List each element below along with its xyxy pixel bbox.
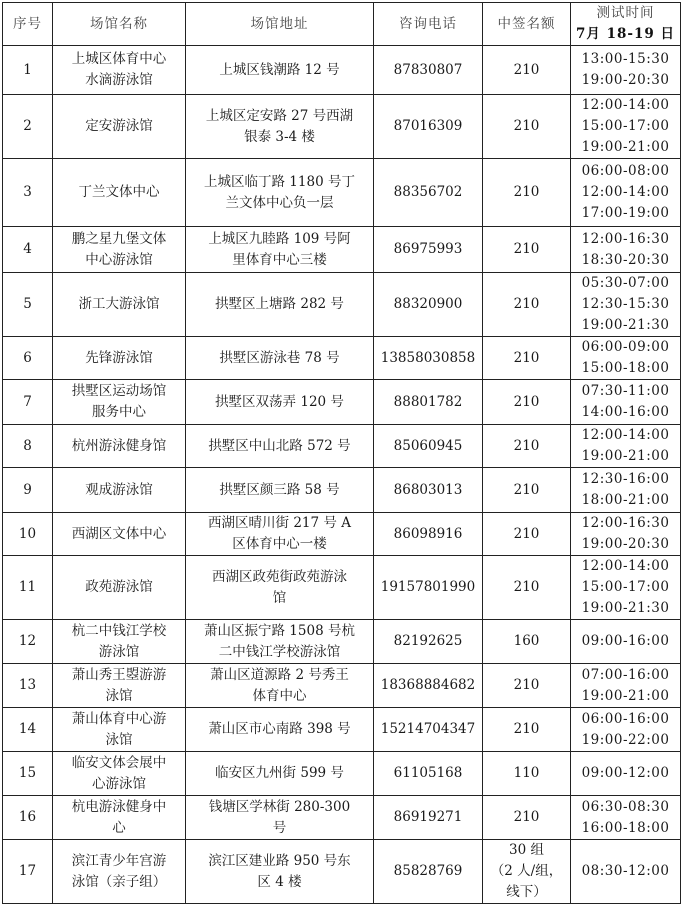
test-times-line: 12:00-16:30 bbox=[581, 230, 670, 247]
header-phone: 咨询电话 bbox=[374, 3, 483, 46]
venue-name bbox=[53, 620, 186, 664]
venue-phone: 87830807 bbox=[374, 46, 483, 95]
header-time-title: 测试时间 bbox=[596, 5, 655, 21]
venue-address bbox=[186, 425, 374, 468]
venue-address-line: 上城区钱潮路 12 号 bbox=[219, 61, 340, 78]
venue-name bbox=[53, 273, 186, 337]
venue-name bbox=[53, 556, 186, 620]
test-times-line: 08:30-12:00 bbox=[581, 863, 670, 879]
test-times-line: 09:00-16:00 bbox=[581, 633, 670, 649]
venue-phone: 86975993 bbox=[374, 227, 483, 273]
venue-name-line: 中心游泳馆 bbox=[85, 251, 153, 268]
venue-phone: 61105168 bbox=[374, 752, 483, 796]
venue-name bbox=[53, 46, 186, 95]
table-row bbox=[3, 556, 681, 620]
venue-name-line: 临安文体会展中 bbox=[71, 754, 167, 771]
venue-phone: 85060945 bbox=[374, 425, 483, 468]
venue-name-line: 定安游泳馆 bbox=[85, 118, 153, 134]
table-row bbox=[3, 468, 681, 513]
venue-quota bbox=[483, 227, 571, 273]
test-times-line: 06:00-08:00 bbox=[581, 163, 670, 179]
venue-quota-line: 210 bbox=[513, 809, 540, 825]
row-index: 11 bbox=[3, 556, 53, 620]
row-index: 1 bbox=[3, 46, 53, 95]
test-times-line: 15:00-17:00 bbox=[581, 118, 670, 134]
venue-name bbox=[53, 513, 186, 556]
venue-name-line: 西湖区文体中心 bbox=[71, 525, 167, 542]
venue-address bbox=[186, 95, 374, 159]
venue-quota bbox=[483, 752, 571, 796]
row-index: 9 bbox=[3, 468, 53, 513]
venue-name-line: 服务中心 bbox=[92, 404, 146, 420]
venue-name bbox=[53, 664, 186, 708]
row-index: 6 bbox=[3, 337, 53, 380]
venue-name-line: 上城区体育中心 bbox=[71, 51, 167, 67]
venue-address-line: 银泰 3-4 楼 bbox=[244, 128, 315, 145]
venue-quota-line: 210 bbox=[513, 349, 540, 366]
venue-quota-line: 210 bbox=[513, 241, 540, 257]
venue-address-line: 临安区九州街 599 号 bbox=[215, 765, 344, 781]
venue-address-line: 兰文体中心负一层 bbox=[225, 194, 334, 211]
row-index: 16 bbox=[3, 796, 53, 840]
venue-quota bbox=[483, 620, 571, 664]
test-times-line: 19:00-20:30 bbox=[581, 72, 670, 88]
venue-address-line: 拱墅区颜三路 58 号 bbox=[219, 481, 340, 498]
venue-name-line: 杭二中钱江学校 bbox=[71, 622, 167, 639]
test-times bbox=[571, 425, 681, 468]
venue-quota bbox=[483, 337, 571, 380]
venue-quota-line: 210 bbox=[513, 393, 540, 410]
venue-phone: 13858030858 bbox=[374, 337, 483, 380]
venue-quota bbox=[483, 380, 571, 425]
venue-quota bbox=[483, 840, 571, 904]
venue-name-line: 浙工大游泳馆 bbox=[78, 296, 160, 312]
venue-quota bbox=[483, 513, 571, 556]
table-row bbox=[3, 159, 681, 227]
test-times bbox=[571, 159, 681, 227]
venue-address bbox=[186, 664, 374, 708]
test-times-line: 12:00-14:00 bbox=[581, 97, 670, 113]
venue-address bbox=[186, 620, 374, 664]
test-times-line: 19:00-21:30 bbox=[581, 317, 670, 333]
table-body bbox=[3, 46, 681, 904]
venue-name-line: 拱墅区运动场馆 bbox=[71, 383, 167, 399]
venue-phone: 85828769 bbox=[374, 840, 483, 904]
venue-address bbox=[186, 159, 374, 227]
test-times-line: 05:30-07:00 bbox=[581, 275, 670, 291]
venue-quota bbox=[483, 95, 571, 159]
venue-address-line: 上城区九睦路 109 号阿 bbox=[208, 230, 351, 247]
venue-address-line: 上城区定安路 27 号西湖 bbox=[205, 107, 354, 124]
test-times bbox=[571, 620, 681, 664]
venue-quota-line: 210 bbox=[513, 437, 540, 454]
test-times-line: 06:30-08:30 bbox=[581, 798, 670, 815]
venue-address-line: 拱墅区游泳巷 78 号 bbox=[219, 349, 340, 366]
table-row bbox=[3, 380, 681, 425]
venue-address bbox=[186, 840, 374, 904]
venue-name-line: 萧山体育中心游 bbox=[71, 710, 167, 727]
test-times-line: 19:00-22:00 bbox=[581, 731, 670, 748]
venue-phone: 86098916 bbox=[374, 513, 483, 556]
venue-address-line: 钱塘区学林街 280-300 bbox=[208, 798, 351, 815]
venue-address-line: 二中钱江学校游泳馆 bbox=[218, 643, 341, 660]
venue-name-line: 萧山秀王曌游游 bbox=[71, 666, 167, 683]
venue-address bbox=[186, 273, 374, 337]
row-index: 12 bbox=[3, 620, 53, 664]
venue-name-line: 游泳馆 bbox=[98, 643, 140, 660]
venue-name-line: 杭州游泳健身馆 bbox=[71, 437, 167, 454]
venue-quota bbox=[483, 556, 571, 620]
venue-address-line: 萧山区市心南路 398 号 bbox=[208, 721, 351, 737]
table-row bbox=[3, 227, 681, 273]
venue-address-line: 拱墅区双荡弄 120 号 bbox=[215, 393, 344, 410]
venue-quota-line: 210 bbox=[513, 184, 540, 200]
test-times-line: 19:00-21:00 bbox=[581, 139, 670, 155]
table-row bbox=[3, 425, 681, 468]
venue-name bbox=[53, 796, 186, 840]
row-index: 2 bbox=[3, 95, 53, 159]
venue-name bbox=[53, 159, 186, 227]
test-times bbox=[571, 752, 681, 796]
venue-address-line: 拱墅区上塘路 282 号 bbox=[215, 296, 344, 312]
row-index: 14 bbox=[3, 708, 53, 752]
venue-address bbox=[186, 227, 374, 273]
test-times-line: 12:00-14:00 bbox=[581, 184, 670, 200]
test-times bbox=[571, 273, 681, 337]
test-times-line: 14:00-16:00 bbox=[581, 404, 670, 420]
venue-phone: 87016309 bbox=[374, 95, 483, 159]
row-index: 13 bbox=[3, 664, 53, 708]
venue-quota bbox=[483, 273, 571, 337]
venue-name-line: 滨江青少年宫游 bbox=[71, 852, 167, 869]
venue-address-line: 萧山区振宁路 1508 号杭 bbox=[204, 622, 355, 639]
venue-name-line: 观成游泳馆 bbox=[85, 481, 153, 498]
venue-quota-line: 210 bbox=[513, 579, 540, 595]
table-row bbox=[3, 620, 681, 664]
table-row bbox=[3, 708, 681, 752]
test-times-line: 16:00-18:00 bbox=[581, 819, 670, 836]
test-times bbox=[571, 796, 681, 840]
header-name: 场馆名称 bbox=[53, 3, 186, 46]
venue-name bbox=[53, 468, 186, 513]
venue-quota bbox=[483, 664, 571, 708]
venue-quota bbox=[483, 425, 571, 468]
header-index: 序号 bbox=[3, 3, 53, 46]
venue-address bbox=[186, 708, 374, 752]
test-times bbox=[571, 664, 681, 708]
venue-name-line: 泳馆 bbox=[105, 731, 133, 748]
venue-quota bbox=[483, 796, 571, 840]
header-quota: 中签名额 bbox=[483, 3, 571, 46]
table-row bbox=[3, 273, 681, 337]
test-times-line: 13:00-15:30 bbox=[581, 51, 670, 67]
test-times-line: 12:30-15:30 bbox=[581, 296, 670, 312]
venue-phone: 18368884682 bbox=[374, 664, 483, 708]
test-times bbox=[571, 227, 681, 273]
venue-address bbox=[186, 513, 374, 556]
venue-address-line: 滨江区建业路 950 号东 bbox=[208, 852, 351, 869]
venue-name-line: 心 bbox=[112, 819, 126, 836]
row-index: 15 bbox=[3, 752, 53, 796]
venue-address bbox=[186, 468, 374, 513]
venue-phone: 86919271 bbox=[374, 796, 483, 840]
venue-quota-line: 210 bbox=[513, 721, 540, 737]
venue-name bbox=[53, 337, 186, 380]
test-times bbox=[571, 95, 681, 159]
venue-address bbox=[186, 796, 374, 840]
test-times-line: 19:00-21:00 bbox=[581, 448, 670, 464]
venue-name-line: 泳馆（亲子组） bbox=[71, 873, 167, 890]
header-time-dates: 7月 18-19 日 bbox=[576, 26, 675, 42]
table-row bbox=[3, 513, 681, 556]
test-times-line: 07:00-16:00 bbox=[581, 666, 670, 683]
venue-quota-line: 30 组 bbox=[509, 842, 544, 858]
venue-phone: 19157801990 bbox=[374, 556, 483, 620]
test-times-line: 15:00-18:00 bbox=[581, 360, 670, 376]
venue-address-line: 萧山区道源路 2 号秀王 bbox=[210, 666, 349, 683]
venue-quota bbox=[483, 468, 571, 513]
venue-name bbox=[53, 752, 186, 796]
test-times-line: 19:00-21:30 bbox=[581, 600, 670, 616]
test-times bbox=[571, 468, 681, 513]
venue-address-line: 体育中心 bbox=[252, 687, 307, 704]
test-times-line: 12:00-16:30 bbox=[581, 515, 670, 531]
row-index: 3 bbox=[3, 159, 53, 227]
table-row bbox=[3, 46, 681, 95]
row-index: 4 bbox=[3, 227, 53, 273]
table-row bbox=[3, 752, 681, 796]
venue-address-line: 馆 bbox=[272, 589, 287, 606]
test-times-line: 12:00-14:00 bbox=[581, 558, 670, 574]
venue-name bbox=[53, 840, 186, 904]
table-row bbox=[3, 337, 681, 380]
venue-quota-line: 210 bbox=[513, 677, 540, 693]
venue-address bbox=[186, 337, 374, 380]
venue-name-line: 泳馆 bbox=[105, 687, 133, 704]
venue-quota-line: 210 bbox=[513, 296, 540, 312]
table-row bbox=[3, 664, 681, 708]
venue-quota bbox=[483, 708, 571, 752]
venue-address-line: 区体育中心一楼 bbox=[232, 536, 327, 552]
test-times bbox=[571, 513, 681, 556]
venue-name-line: 政苑游泳馆 bbox=[85, 579, 153, 595]
row-index: 5 bbox=[3, 273, 53, 337]
venue-address-line: 拱墅区中山北路 572 号 bbox=[208, 437, 351, 454]
venue-name-line: 心游泳馆 bbox=[92, 775, 146, 792]
venue-address-line: 里体育中心三楼 bbox=[232, 251, 327, 268]
test-times bbox=[571, 337, 681, 380]
test-times-line: 18:00-21:00 bbox=[581, 492, 670, 508]
venue-quota-line: 210 bbox=[513, 525, 540, 542]
venue-address bbox=[186, 380, 374, 425]
venue-phone: 82192625 bbox=[374, 620, 483, 664]
test-times bbox=[571, 46, 681, 95]
header-row bbox=[3, 3, 681, 46]
venue-name-line: 鹏之星九堡文体 bbox=[71, 230, 167, 247]
venue-address-line: 西湖区晴川街 217 号 A bbox=[208, 515, 351, 531]
venue-phone: 88356702 bbox=[374, 159, 483, 227]
table-row bbox=[3, 840, 681, 904]
row-index: 7 bbox=[3, 380, 53, 425]
venue-address bbox=[186, 46, 374, 95]
venue-quota-line: 160 bbox=[513, 633, 540, 649]
test-times bbox=[571, 380, 681, 425]
venue-quota-line: （2 人/组， bbox=[490, 863, 563, 879]
test-times-line: 18:30-20:30 bbox=[581, 251, 670, 268]
test-times-line: 12:00-14:00 bbox=[581, 427, 670, 443]
row-index: 10 bbox=[3, 513, 53, 556]
venue-quota bbox=[483, 159, 571, 227]
test-times-line: 17:00-19:00 bbox=[581, 205, 670, 221]
venue-name bbox=[53, 380, 186, 425]
venue-name-line: 水滴游泳馆 bbox=[85, 72, 153, 88]
test-times-line: 06:00-09:00 bbox=[581, 339, 670, 355]
test-times bbox=[571, 840, 681, 904]
test-times bbox=[571, 708, 681, 752]
venue-name bbox=[53, 227, 186, 273]
venue-quota bbox=[483, 46, 571, 95]
test-times bbox=[571, 556, 681, 620]
table-row bbox=[3, 95, 681, 159]
venue-phone: 88801782 bbox=[374, 380, 483, 425]
test-times-line: 07:30-11:00 bbox=[581, 383, 670, 399]
venue-address-line: 西湖区政苑街政苑游泳 bbox=[212, 568, 347, 585]
test-times-line: 19:00-21:00 bbox=[581, 687, 670, 704]
venue-quota-line: 210 bbox=[513, 481, 540, 498]
venue-address-line: 号 bbox=[272, 819, 287, 836]
venue-quota-line: 210 bbox=[513, 61, 540, 78]
test-times-line: 06:00-16:00 bbox=[581, 710, 670, 727]
venue-phone: 86803013 bbox=[374, 468, 483, 513]
venue-address bbox=[186, 752, 374, 796]
test-times-line: 19:00-20:30 bbox=[581, 536, 670, 552]
venue-name bbox=[53, 95, 186, 159]
table-row bbox=[3, 796, 681, 840]
header-address: 场馆地址 bbox=[186, 3, 374, 46]
venue-quota-line: 线下） bbox=[506, 884, 547, 900]
venue-address-line: 上城区临丁路 1180 号丁 bbox=[204, 173, 355, 190]
row-index: 8 bbox=[3, 425, 53, 468]
venue-quota-line: 210 bbox=[513, 118, 540, 134]
test-times-line: 09:00-12:00 bbox=[581, 765, 670, 781]
venue-name bbox=[53, 425, 186, 468]
row-index: 17 bbox=[3, 840, 53, 904]
venue-quota-line: 110 bbox=[513, 765, 540, 781]
venue-table bbox=[2, 2, 681, 904]
venue-name bbox=[53, 708, 186, 752]
test-times-line: 15:00-17:00 bbox=[581, 579, 670, 595]
venue-phone: 88320900 bbox=[374, 273, 483, 337]
venue-name-line: 杭电游泳健身中 bbox=[71, 798, 167, 815]
venue-name-line: 丁兰文体中心 bbox=[78, 184, 160, 200]
test-times-line: 12:30-16:00 bbox=[581, 471, 670, 487]
venue-name-line: 先锋游泳馆 bbox=[85, 349, 153, 366]
venue-address-line: 区 4 楼 bbox=[257, 873, 302, 890]
venue-phone: 15214704347 bbox=[374, 708, 483, 752]
venue-address bbox=[186, 556, 374, 620]
header-time bbox=[571, 3, 681, 46]
